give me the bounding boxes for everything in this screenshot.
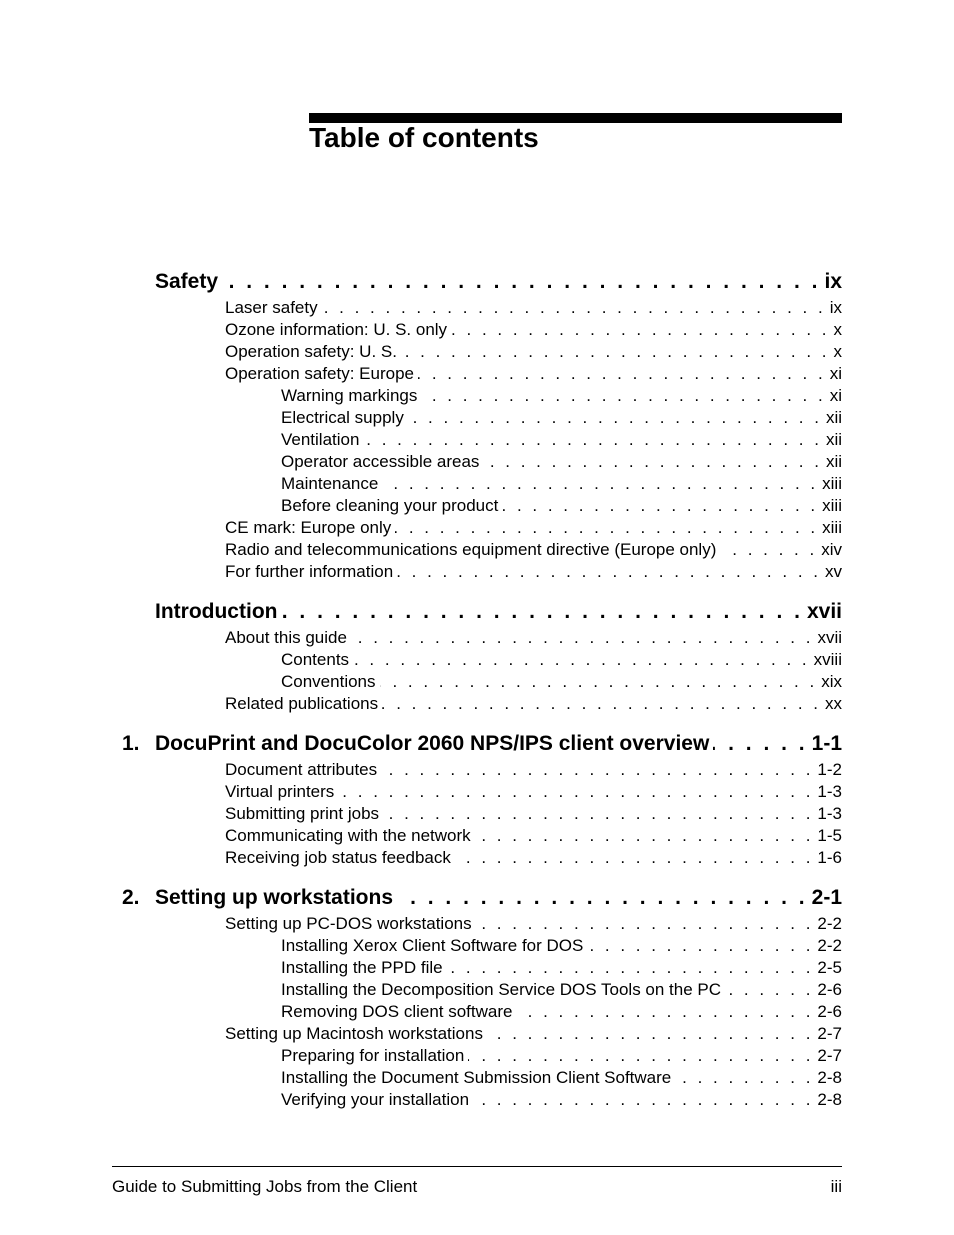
dot-leader — [468, 1046, 813, 1066]
dot-leader — [363, 430, 821, 450]
toc-entry[interactable] — [281, 408, 842, 430]
dot-leader — [222, 270, 820, 294]
toc-entry[interactable] — [281, 386, 842, 408]
entry-title: Removing DOS client software — [281, 1002, 513, 1021]
dot-leader — [451, 320, 829, 340]
entry-page-number: xii — [825, 430, 842, 449]
entry-title: Laser safety — [225, 298, 318, 317]
toc-entry[interactable] — [281, 1002, 842, 1024]
entry-page-number: xix — [821, 672, 842, 691]
entry-title: CE mark: Europe only — [225, 518, 392, 537]
toc-chapter-entry[interactable] — [155, 270, 842, 298]
dot-leader — [473, 1090, 813, 1110]
toc-entry[interactable] — [281, 980, 842, 1002]
entry-page-number: xi — [829, 364, 842, 383]
entry-page-number: xiii — [822, 474, 842, 493]
entry-title: For further information — [225, 562, 394, 581]
toc-entry[interactable] — [225, 540, 842, 562]
toc-entry[interactable] — [225, 298, 842, 320]
dot-leader — [587, 936, 813, 956]
entry-page-number: xvii — [806, 600, 842, 623]
entry-page-number: xx — [825, 694, 842, 713]
footer-rule — [112, 1166, 842, 1167]
entry-page-number: 2-2 — [817, 914, 842, 933]
entry-title: Before cleaning your product — [281, 496, 499, 515]
entry-page-number: 2-8 — [817, 1068, 842, 1087]
toc-entry[interactable] — [225, 364, 842, 386]
dot-leader — [476, 914, 814, 934]
dot-leader — [475, 826, 814, 846]
page-title: Table of contents — [309, 122, 539, 153]
dot-leader — [713, 732, 807, 756]
toc-entry[interactable] — [281, 430, 842, 452]
entry-page-number: 2-2 — [817, 936, 842, 955]
dot-leader — [382, 694, 821, 714]
entry-page-number: 2-5 — [817, 958, 842, 977]
dot-leader — [418, 364, 826, 384]
dot-leader — [483, 452, 822, 472]
dot-leader — [380, 672, 818, 692]
toc-entry[interactable] — [225, 628, 842, 650]
dot-leader — [397, 886, 808, 910]
entry-page-number: xii — [825, 408, 842, 427]
toc-entry[interactable] — [225, 694, 842, 716]
entry-title: Safety — [155, 270, 219, 293]
dot-leader — [395, 518, 818, 538]
entry-page-number: 1-3 — [817, 782, 842, 801]
entry-title: Document attributes — [225, 760, 378, 779]
toc-entry[interactable] — [225, 826, 842, 848]
entry-page-number: ix — [829, 298, 842, 317]
entry-page-number: xvii — [817, 628, 842, 647]
entry-page-number: 1-5 — [817, 826, 842, 845]
toc-entry[interactable] — [225, 562, 842, 584]
entry-title: Setting up PC-DOS workstations — [225, 914, 472, 933]
toc-entry[interactable] — [225, 848, 842, 870]
entry-title: DocuPrint and DocuColor 2060 NPS/IPS client overview — [155, 732, 710, 755]
toc-entry[interactable] — [281, 958, 842, 980]
footer-document-title: Guide to Submitting Jobs from the Client — [112, 1177, 418, 1196]
dot-leader — [338, 782, 813, 802]
dot-leader — [720, 540, 817, 560]
entry-page-number: xii — [825, 452, 842, 471]
entry-title: Contents — [281, 650, 350, 669]
toc-chapter-entry[interactable] — [122, 732, 842, 760]
dot-leader — [401, 342, 830, 362]
entry-title: About this guide — [225, 628, 347, 647]
entry-title: Ventilation — [281, 430, 360, 449]
dot-leader — [382, 474, 818, 494]
entry-page-number: 2-6 — [817, 1002, 842, 1021]
dot-leader — [351, 628, 814, 648]
dot-leader — [455, 848, 814, 868]
entry-page-number: 2-1 — [811, 886, 842, 909]
entry-title: Maintenance — [281, 474, 379, 493]
entry-page-number: xiv — [821, 540, 842, 559]
entry-title: Setting up workstations — [155, 886, 394, 909]
toc-entry[interactable] — [225, 782, 842, 804]
entry-title: Electrical supply — [281, 408, 404, 427]
toc-entry[interactable] — [225, 320, 842, 342]
entry-page-number: xi — [829, 386, 842, 405]
toc-entry[interactable] — [225, 760, 842, 782]
dot-leader — [725, 980, 813, 1000]
entry-page-number: 2-7 — [817, 1024, 842, 1043]
entry-page-number: 1-1 — [811, 732, 842, 755]
dot-leader — [675, 1068, 813, 1088]
toc-entry[interactable] — [281, 936, 842, 958]
toc-chapter-entry[interactable] — [122, 886, 842, 914]
entry-title: Introduction — [155, 600, 278, 623]
toc-entry[interactable] — [281, 1046, 842, 1068]
entry-title: Installing the PPD file — [281, 958, 443, 977]
entry-title: Communicating with the network — [225, 826, 471, 845]
dot-leader — [408, 408, 822, 428]
entry-page-number: ix — [824, 270, 842, 293]
toc-entry[interactable] — [281, 1090, 842, 1112]
entry-title: Conventions — [281, 672, 376, 691]
toc-entry[interactable] — [281, 1068, 842, 1090]
entry-title: Preparing for installation — [281, 1046, 465, 1065]
dot-leader — [353, 650, 810, 670]
entry-page-number: xiii — [822, 496, 842, 515]
toc-chapter-entry[interactable] — [155, 600, 842, 628]
entry-page-number: 2-7 — [817, 1046, 842, 1065]
entry-page-number: 2-8 — [817, 1090, 842, 1109]
entry-title: Verifying your installation — [281, 1090, 470, 1109]
entry-title: Radio and telecommunications equipment directive (Europe only) — [225, 540, 717, 559]
dot-leader — [421, 386, 825, 406]
dot-leader — [381, 760, 813, 780]
entry-title: Virtual printers — [225, 782, 335, 801]
entry-title: Ozone information: U. S. only — [225, 320, 448, 339]
toc-entry[interactable] — [281, 474, 842, 496]
toc-entry[interactable] — [225, 342, 842, 364]
dot-leader — [281, 600, 802, 624]
entry-title: Installing the Document Submission Client Software — [281, 1068, 672, 1087]
entry-page-number: 1-2 — [817, 760, 842, 779]
entry-title: Related publications — [225, 694, 379, 713]
dot-leader — [322, 298, 826, 318]
entry-title: Submitting print jobs — [225, 804, 380, 823]
entry-title: Installing Xerox Client Software for DOS — [281, 936, 584, 955]
dot-leader — [397, 562, 821, 582]
entry-title: Setting up Macintosh workstations — [225, 1024, 483, 1043]
entry-page-number: xiii — [822, 518, 842, 537]
dot-leader — [487, 1024, 813, 1044]
dot-leader — [502, 496, 818, 516]
toc-entry[interactable] — [281, 672, 842, 694]
dot-leader — [516, 1002, 813, 1022]
toc-entry[interactable] — [281, 650, 842, 672]
chapter-number: 1. — [122, 732, 140, 755]
dot-leader — [383, 804, 813, 824]
entry-title: Receiving job status feedback — [225, 848, 451, 867]
entry-title: Operator accessible areas — [281, 452, 480, 471]
entry-page-number: x — [833, 342, 842, 361]
entry-page-number: 2-6 — [817, 980, 842, 999]
entry-title: Operation safety: Europe — [225, 364, 415, 383]
entry-page-number: 1-6 — [817, 848, 842, 867]
footer-page-number: iii — [830, 1177, 842, 1196]
toc-entry[interactable] — [225, 1024, 842, 1046]
toc-entry[interactable] — [225, 518, 842, 540]
toc-entry[interactable] — [281, 496, 842, 518]
entry-title: Operation safety: U. S. — [225, 342, 397, 361]
entry-page-number: 1-3 — [817, 804, 842, 823]
toc-entry[interactable] — [281, 452, 842, 474]
entry-page-number: xviii — [813, 650, 842, 669]
dot-leader — [447, 958, 814, 978]
toc-entry[interactable] — [225, 914, 842, 936]
entry-page-number: xv — [825, 562, 842, 581]
chapter-number: 2. — [122, 886, 140, 909]
entry-title: Warning markings — [281, 386, 418, 405]
toc-entry[interactable] — [225, 804, 842, 826]
entry-title: Installing the Decomposition Service DOS Tools on the PC — [281, 980, 722, 999]
entry-page-number: x — [833, 320, 842, 339]
